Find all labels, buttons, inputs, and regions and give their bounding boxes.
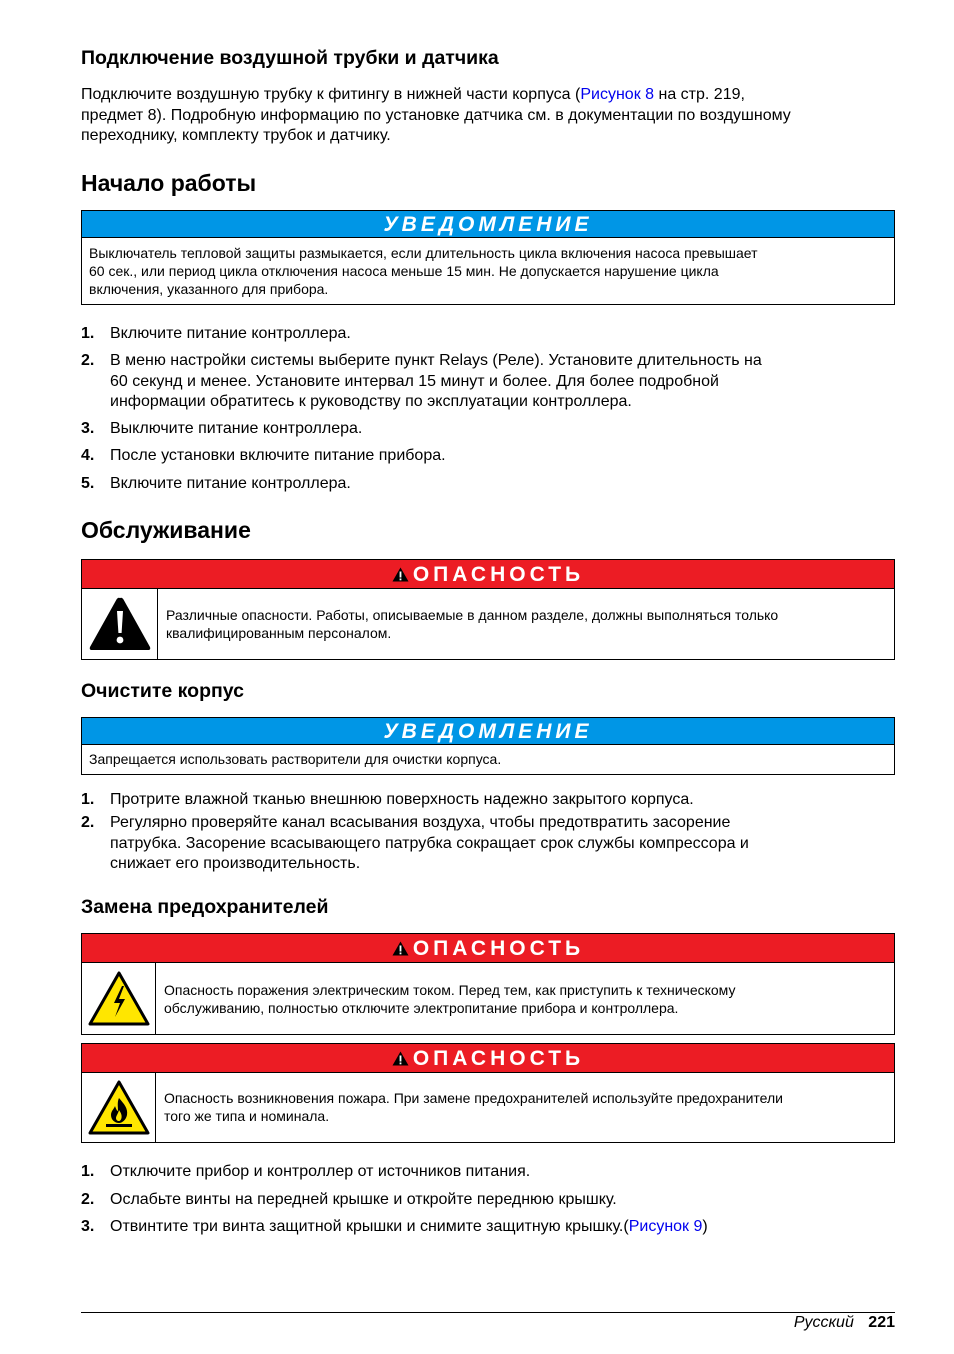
notice-label: УВЕДОМЛЕНИЕ: [82, 211, 894, 238]
section-heading-start: Начало работы: [81, 170, 257, 196]
para-text: на стр. 219,: [654, 86, 745, 103]
danger-line: квалифицированным персоналом.: [166, 624, 392, 641]
footer-divider: [81, 1312, 895, 1313]
danger-label: ОПАСНОСТЬ: [412, 1047, 585, 1070]
step-number: 3.: [81, 1218, 95, 1235]
step-number: 4.: [81, 447, 95, 464]
danger-line: обслуживанию, полностью отключите электропитание прибора и контроллера.: [164, 999, 679, 1016]
step-text: Протрите влажной тканью внешнюю поверхность надежно закрытого корпуса.: [110, 791, 694, 808]
step-number: 1.: [81, 1163, 95, 1180]
danger-box-general: [81, 559, 895, 660]
section-heading-air-tube: Подключение воздушной трубки и датчика: [81, 47, 499, 69]
step-number: 2.: [81, 1191, 95, 1208]
fire-hazard-icon: [88, 1080, 150, 1136]
step-text: После установки включите питание прибора.: [110, 447, 446, 464]
page-number: 221: [868, 1314, 895, 1331]
notice-label: УВЕДОМЛЕНИЕ: [82, 718, 894, 745]
step-text-main: Отвинтите три винта защитной крышки и снимите защитную крышку.(: [110, 1218, 629, 1235]
notice-box-start: [81, 210, 895, 305]
danger-text: [164, 982, 884, 1018]
danger-label: ОПАСНОСТЬ: [412, 937, 585, 960]
danger-text: [164, 1090, 889, 1126]
air-tube-paragraph: [81, 85, 901, 147]
danger-box-fire: [81, 1043, 895, 1143]
step-text: Отключите прибор и контроллер от источников питания.: [110, 1163, 531, 1180]
step-text: Регулярно проверяйте канал всасывания воздуха, чтобы предотвратить засорение: [110, 814, 731, 831]
step-text: Ослабьте винты на передней крышке и откройте переднюю крышку.: [110, 1191, 617, 1208]
step-text: снижает его производительность.: [110, 855, 361, 873]
step-text: Включите питание контроллера.: [110, 325, 351, 342]
para-text: переходнику, комплекту трубок и датчику.: [81, 127, 391, 145]
figure-8-link[interactable]: Рисунок 8: [580, 86, 655, 103]
step-text: Выключите питание контроллера.: [110, 420, 363, 437]
step-text: 60 секунд и менее. Установите интервал 15 минут и более. Для более подробной: [110, 372, 719, 390]
notice-line: включения, указанного для прибора.: [89, 280, 329, 297]
danger-banner: [82, 1044, 894, 1073]
danger-icon-cell: [82, 963, 156, 1034]
step-number: 3.: [81, 420, 95, 437]
step-text-close: ): [702, 1218, 708, 1235]
danger-icon-cell: [82, 588, 158, 659]
step-text: [110, 1217, 880, 1238]
page-footer: [794, 1313, 895, 1333]
general-warning-icon: [87, 595, 153, 653]
step-number: 1.: [81, 791, 95, 808]
notice-box-clean: [81, 717, 895, 775]
figure-9-link[interactable]: Рисунок 9: [628, 1218, 703, 1235]
notice-text: [89, 245, 889, 298]
section-heading-maintenance: Обслуживание: [81, 517, 251, 543]
step-text: информации обратитесь к руководству по эксплуатации контроллера.: [110, 393, 632, 411]
para-text: предмет 8). Подробную информацию по установке датчика см. в документации по воздушному: [81, 106, 791, 124]
danger-label: ОПАСНОСТЬ: [412, 563, 585, 586]
step-text: В меню настройки системы выберите пункт Relays (Реле). Установите длительность на: [110, 352, 762, 369]
step-number: 1.: [81, 325, 95, 342]
footer-language: Русский: [793, 1314, 854, 1331]
step-number: 2.: [81, 814, 95, 831]
danger-line: того же типа и номинала.: [164, 1107, 330, 1124]
danger-banner: [82, 934, 894, 963]
danger-line: Различные опасности. Работы, описываемые в данном разделе, должны выполняться только: [166, 607, 779, 623]
para-text: Подключите воздушную трубку к фитингу в нижней части корпуса (: [81, 86, 581, 103]
step-text: патрубка. Засорение всасывающего патрубка сокращает срок службы компрессора и: [110, 834, 749, 852]
danger-box-electric: [81, 933, 895, 1035]
warning-triangle-icon: [392, 1051, 409, 1066]
step-text: Включите питание контроллера.: [110, 475, 351, 492]
step-number: 5.: [81, 475, 95, 492]
danger-icon-cell: [82, 1073, 156, 1142]
danger-banner: [82, 560, 894, 589]
notice-text: Запрещается использовать растворители для очистки корпуса.: [89, 751, 502, 767]
section-heading-fuse: Замена предохранителей: [81, 896, 329, 918]
warning-triangle-icon: [392, 941, 409, 956]
danger-line: Опасность возникновения пожара. При замене предохранителей используйте предохранители: [164, 1090, 783, 1106]
danger-line: Опасность поражения электрическим током. Перед тем, как приступить к техническому: [164, 982, 736, 998]
step-number: 2.: [81, 352, 95, 369]
danger-text: [166, 607, 886, 643]
electric-shock-icon: [88, 971, 150, 1027]
notice-line: 60 сек., или период цикла отключения насоса меньше 15 мин. Не допускается нарушение цикла: [89, 262, 719, 279]
warning-triangle-icon: [392, 567, 409, 582]
section-heading-clean: Очистите корпус: [81, 680, 244, 702]
notice-line: Выключатель тепловой защиты размыкается, если длительность цикла включения насоса превышает: [89, 245, 758, 261]
